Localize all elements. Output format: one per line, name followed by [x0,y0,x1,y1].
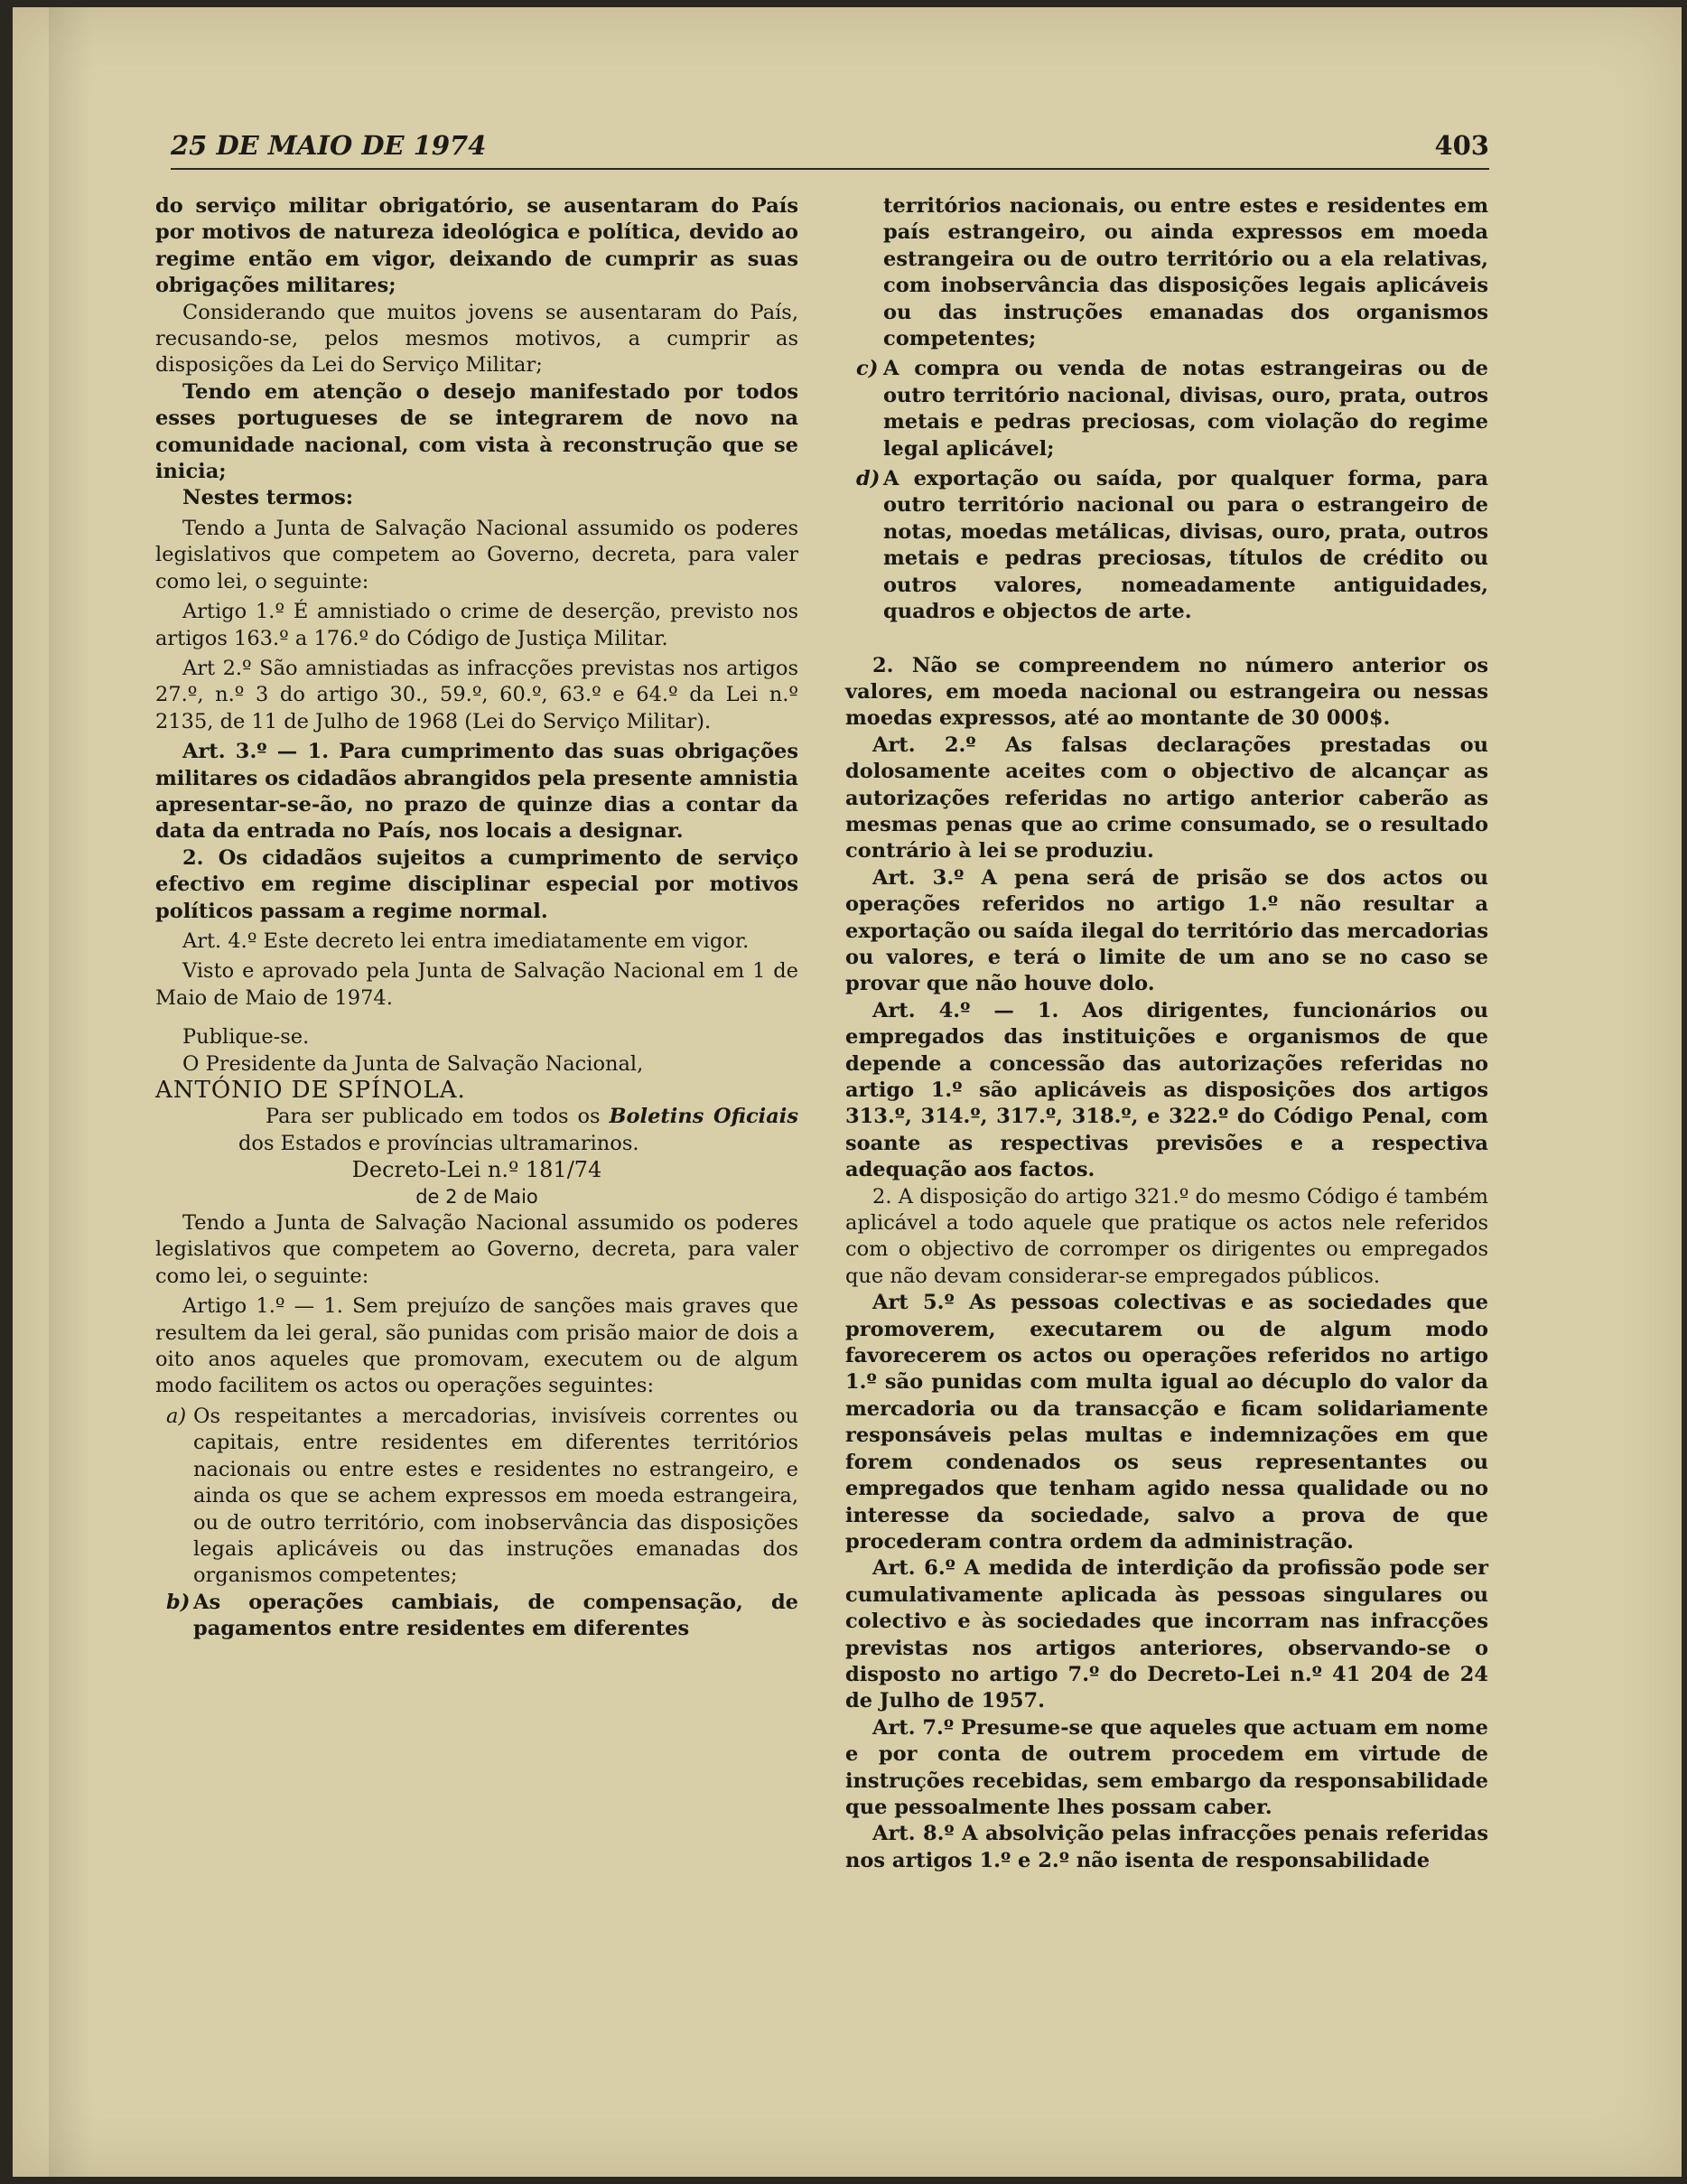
page-header [171,130,1489,166]
list-item-b [155,1590,798,1643]
article-4-decree: Art. 4.º — 1. Aos dirigentes, funcionários ou empregados das instituições e organismos de que depende a concessão das autorizações referidas no artigo 1.º são aplicáveis as disposições dos artigos 313.º, 314.º, 317.º, 318.º, e 322.º do Código Penal, com soante as respectivas previsões e a respectiva adequação aos factos. [845,998,1488,1182]
list-text: A exportação ou saída, por qualquer forma, para outro território nacional ou para o estrangeiro de notas, moedas metálicas, divisas, ouro, prata, outros metais e pedras preciosas, títulos de crédito ou outros valores, nomeadamente antiguidades, quadros e objectos de arte. [883,467,1488,624]
list-text: As operações cambiais, de compensação, de pagamentos entre residentes em diferentes [193,1590,798,1641]
paragraph: Nestes termos: [182,486,354,510]
paragraph: Tendo a Junta de Salvação Nacional assumido os poderes legislativos que competem ao Governo, decreta, para valer como lei, o seguinte: [155,516,798,593]
decree-date: de 2 de Maio [415,1185,538,1208]
list-text: Os respeitantes a mercadorias, invisíveis correntes ou capitais, entre residentes em diferentes territórios nacionais ou entre estes e residentes no estrangeiro, e ainda os que se achem expressos em moeda estrangeira, ou de outro território, com inobservância das disposições legais aplicáveis ou das instruções emanadas dos organismos competentes; [193,1404,798,1588]
article-3: Art. 3.º — 1. Para cumprimento das suas obrigações militares os cidadãos abrangidos pela presente amnistia apresentar-se-ão, no prazo de quinze dias a contar da data da entrada no País, nos locais a designar. [155,740,798,844]
paragraph: 2. A disposição do artigo 321.º do mesmo Código é também aplicável a todo aquele que pratique os actos nele referidos com o objectivo de corromper os dirigentes ou empregados que não devam considerar-se empregados públicos. [845,1184,1488,1288]
article-2: Art 2.º São amnistiadas as infracções previstas nos artigos 27.º, n.º 3 do artigo 30., 59.º, 60.º, 63.º e 64.º da Lei n.º 2135, de 11 de Julho de 1968 (Lei do Serviço Militar). [155,656,798,733]
paragraph: Tendo em atenção o desejo manifestado por todos esses portugueses de se integrarem de novo na comunidade nacional, com vista à reconstrução que se inicia; [155,379,798,484]
list-text: A compra ou venda de notas estrangeiras ou de outro território nacional, divisas, ouro, prata, outros metais e pedras preciosas, com violação do regime legal aplicável; [883,357,1488,461]
article-1-decree: Artigo 1.º — 1. Sem prejuízo de sanções mais graves que resultem da lei geral, são punidas com prisão maior de dois a oito anos aqueles que promovam, executem ou de algum modo facilitem os actos ou operações seguintes: [155,1294,798,1398]
list-label: c) [856,357,879,381]
right-column [845,193,1488,1874]
article-3-decree: Art. 3.º A pena será de prisão se dos actos ou operações referidos no artigo 1.º não resultar a exportação ou saída ilegal do território das mercadorias ou valores, e terá o limite de um ano se no caso se provar que não houve dolo. [845,865,1488,996]
paragraph: 2. Os cidadãos sujeitos a cumprimento de serviço efectivo em regime disciplinar especial por motivos políticos passam a regime normal. [155,845,798,923]
list-item-c [845,356,1488,462]
page-number: 403 [1434,130,1489,161]
article-7-decree: Art. 7.º Presume-se que aqueles que actuam em nome e por conta de outrem procedem em virtude de instruções recebidas, sem embargo da responsabilidade que pessoalmente lhes possam caber. [845,1715,1488,1819]
left-column [155,193,798,1643]
article-8-decree: Art. 8.º A absolvição pelas infracções penais referidas nos artigos 1.º e 2.º não isenta de responsabilidade [845,1822,1488,1872]
list-label: d) [856,467,881,491]
header-date: 25 DE MAIO DE 1974 [171,130,487,161]
header-rule [171,168,1489,170]
article-4: Art. 4.º Este decreto lei entra imediatamente em vigor. [182,929,750,953]
publication-note [155,1104,798,1157]
article-2-decree: Art. 2.º As falsas declarações prestadas ou dolosamente aceites com o objectivo de alcançar as autorizações referidas no artigo anterior caberão as mesmas penas que ao crime consumado, se o resultado contrário à lei se produziu. [845,733,1488,863]
signatory-title: O Presidente da Junta de Salvação Nacional, [182,1051,644,1076]
page-fold-shadow [49,7,103,2177]
article-5-decree: Art 5.º As pessoas colectivas e as sociedades que promoverem, executarem ou de algum modo favorecerem os actos ou operações referidos no artigo 1.º são punidas com multa igual ao décuplo do valor da mercadoria ou da transacção e ficam solidariamente responsáveis pelas multas e indemnizações em que forem condenados os seus representantes ou empregados que tenham agido nessa qualidade ou no interesse da sociedade, salvo a prova de que procederam contra ordem da administração. [845,1291,1488,1554]
list-item-b-continued: territórios nacionais, ou entre estes e residentes em país estrangeiro, ou ainda expressos em moeda estrangeira ou de outro território ou a ela relativas, com inobservância das disposições legais aplicáveis ou das instruções emanadas dos organismos competentes; [883,194,1488,351]
approval-note: Visto e aprovado pela Junta de Salvação Nacional em 1 de Maio de Maio de 1974. [155,959,798,1010]
list-item-a [155,1404,798,1590]
paragraph: Tendo a Junta de Salvação Nacional assumido os poderes legislativos que competem ao Governo, decreta, para valer como lei, o seguinte: [155,1211,798,1288]
paragraph: Considerando que muitos jovens se ausentaram do País, recusando-se, pelos mesmos motivos, a cumprir as disposições da Lei do Serviço Militar; [155,300,798,378]
paragraph: do serviço militar obrigatório, se ausentaram do País por motivos de natureza ideológica e política, devido ao regime então em vigor, deixando de cumprir as suas obrigações militares; [155,194,798,298]
publish-note: Publique-se. [182,1025,310,1050]
list-label: a) [166,1404,187,1428]
publication-note-pre: Para ser publicado em todos os [266,1105,610,1129]
list-label: b) [166,1590,191,1614]
publication-note-italic: Boletins Oficiais [609,1105,798,1129]
paragraph: 2. Não se compreendem no número anterior os valores, em moeda nacional ou estrangeira ou nessas moedas expressos, até ao montante de 30 000$. [845,653,1488,731]
decree-title: Decreto-Lei n.º 181/74 [351,1157,602,1183]
list-item-d [845,466,1488,625]
article-6-decree: Art. 6.º A medida de interdição da profissão pode ser cumulativamente aplicada às pessoas singulares ou colectivo e às sociedades que incorram nas infracções previstas nos artigos anteriores, observando-se o disposto no artigo 7.º do Decreto-Lei n.º 41 204 de 24 de Julho de 1957. [845,1556,1488,1713]
publication-note-post: dos Estados e províncias ultramarinos. [238,1131,639,1155]
article-1: Artigo 1.º É amnistiado o crime de deserção, previsto nos artigos 163.º a 176.º do Código de Justiça Militar. [155,600,798,650]
signatory-name: ANTÓNIO DE SPÍNOLA. [155,1077,466,1104]
